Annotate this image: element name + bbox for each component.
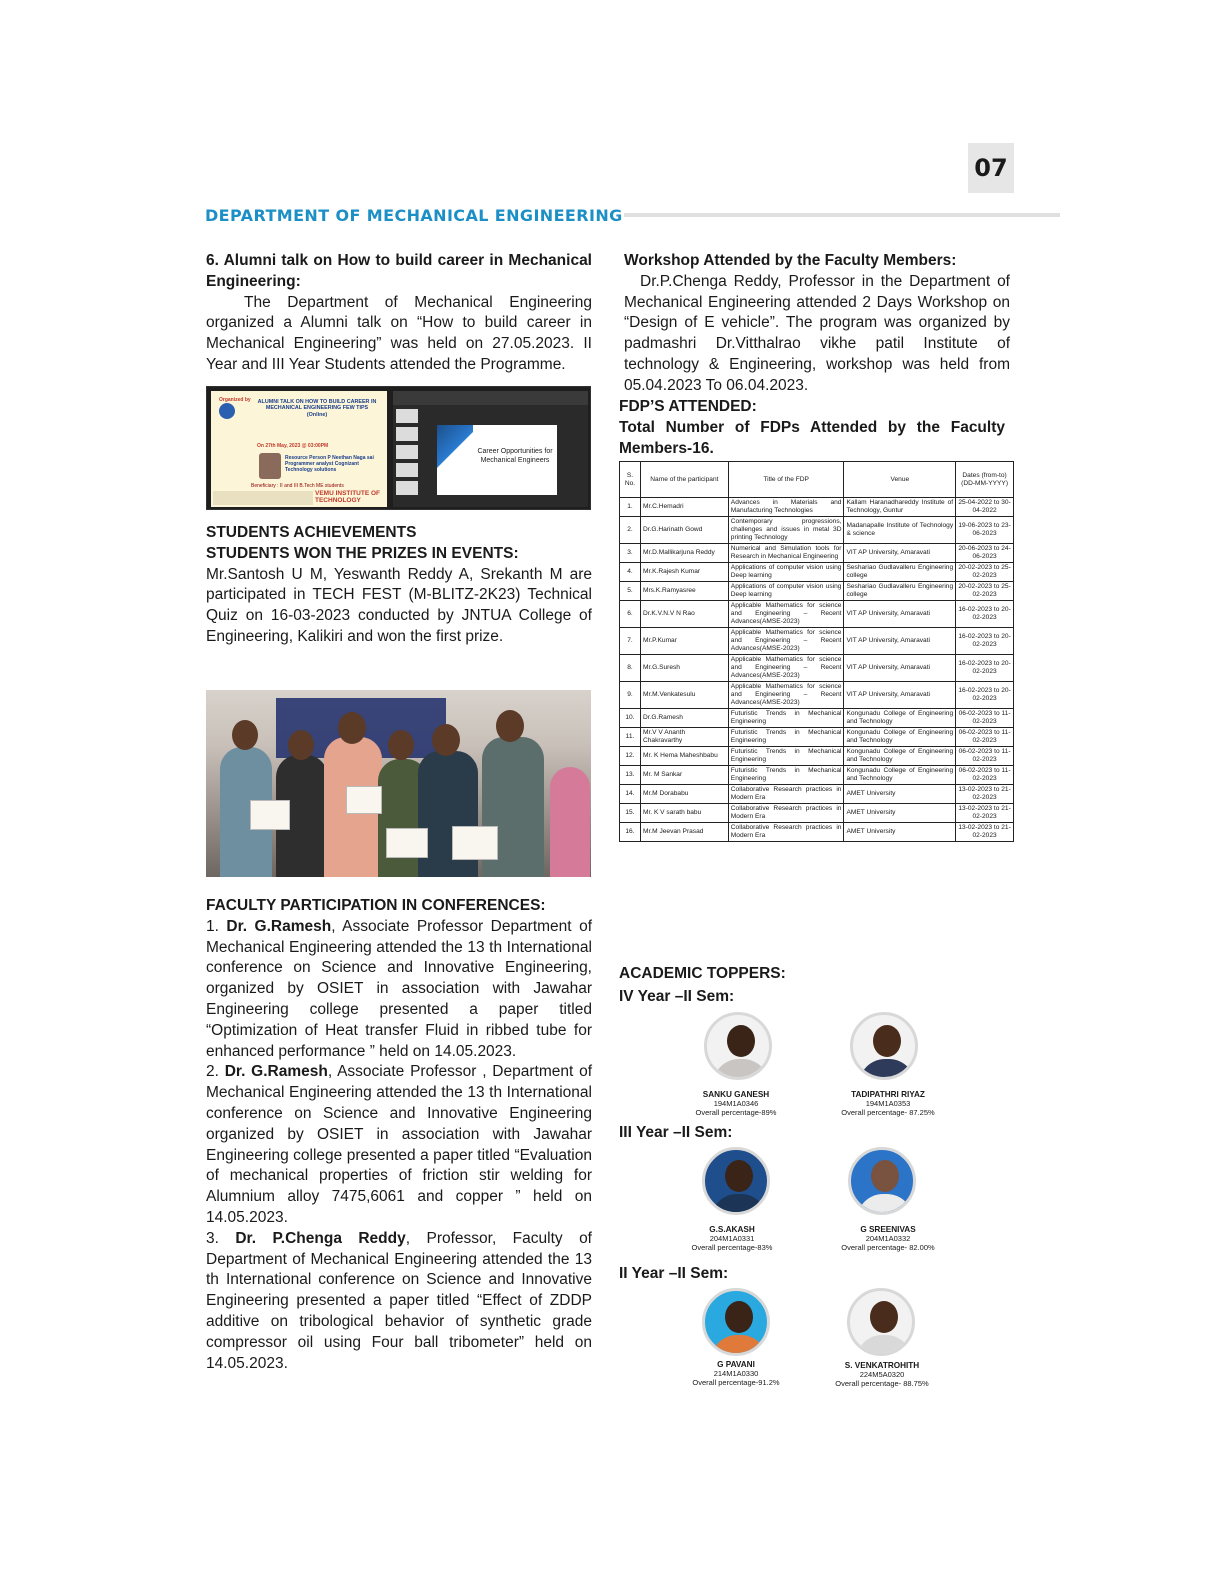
ppt-slide bbox=[437, 425, 557, 495]
cell-participant: Mr.M Jeevan Prasad bbox=[640, 823, 728, 842]
cell-dates: 13-02-2023 to 21-02-2023 bbox=[956, 823, 1014, 842]
achievements-body: Mr.Santosh U M, Yeswanth Reddy A, Srekanth M are participated in TECH FEST (M-BLITZ-2K23) Technical Quiz on 16-03-2023 conducted by JNTUA College of Engineering, Kalikiri and won the first prize. bbox=[206, 565, 592, 645]
cell-dates: 16-02-2023 to 20-02-2023 bbox=[956, 628, 1014, 655]
topper-card bbox=[808, 1225, 968, 1252]
cell-sno: 4. bbox=[620, 563, 641, 582]
student-name: G.S.AKASH bbox=[709, 1225, 755, 1234]
cell-sno: 13. bbox=[620, 766, 641, 785]
poster-title: ALUMNI TALK ON HOW TO BUILD CAREER IN MECHANICAL ENGINEERING FEW TIPS (Online) bbox=[257, 399, 377, 418]
prize-photo-image bbox=[206, 690, 591, 877]
student-name: S. VENKATROHITH bbox=[844, 1361, 920, 1370]
slide-graphic bbox=[437, 425, 473, 495]
table-header-row bbox=[620, 462, 1014, 498]
header-dates: Dates (from-to) (DD-MM-YYYY) bbox=[956, 462, 1014, 498]
header-title: Title of the FDP bbox=[728, 462, 844, 498]
cell-title: Numerical and Simulation tools for Research in Mechanical Engineering bbox=[728, 544, 844, 563]
workshop-section bbox=[624, 251, 1010, 397]
alumni-poster-image bbox=[206, 386, 591, 510]
cell-participant: Dr.G.Harinath Gowd bbox=[640, 517, 728, 544]
cell-venue: Kongunadu College of Engineering and Technology bbox=[844, 709, 956, 728]
poster-flyer bbox=[211, 391, 387, 507]
table-row bbox=[620, 628, 1014, 655]
cell-participant: Mr. K Hema Maheshbabu bbox=[640, 747, 728, 766]
cell-dates: 20-02-2023 to 25-02-2023 bbox=[956, 582, 1014, 601]
header-sno: S. No. bbox=[620, 462, 641, 498]
table-row bbox=[620, 601, 1014, 628]
table-row bbox=[620, 728, 1014, 747]
cell-participant: Mr. K V sarath babu bbox=[640, 804, 728, 823]
faculty-name: Dr. P.Chenga Reddy bbox=[235, 1229, 406, 1247]
cell-title: Contemporary progressions, challenges and issues in metal 3D printing Technology bbox=[728, 517, 844, 544]
cell-dates: 13-02-2023 to 21-02-2023 bbox=[956, 804, 1014, 823]
student-percentage: Overall percentage- 88.75% bbox=[835, 1379, 929, 1388]
cell-venue: Kongunadu College of Engineering and Technology bbox=[844, 728, 956, 747]
cell-dates: 19-06-2023 to 23-06-2023 bbox=[956, 517, 1014, 544]
student-name: TADIPATHRI RIYAZ bbox=[851, 1090, 925, 1099]
student-name: G SREENIVAS bbox=[860, 1225, 916, 1234]
cell-title: Applicable Mathematics for science and Engineering – Recent Advances(AMSE-2023) bbox=[728, 682, 844, 709]
conference-item bbox=[206, 917, 592, 1063]
cell-venue: VIT AP University, Amaravati bbox=[844, 655, 956, 682]
cell-venue: VIT AP University, Amaravati bbox=[844, 682, 956, 709]
cell-participant: Mrs.K.Ramyasree bbox=[640, 582, 728, 601]
cell-dates: 06-02-2023 to 11-02-2023 bbox=[956, 709, 1014, 728]
student-roll: 224M5A0320 bbox=[859, 1370, 905, 1379]
table-row bbox=[620, 709, 1014, 728]
item-number: 1. bbox=[206, 917, 227, 935]
conferences-section bbox=[206, 896, 592, 1374]
poster-screen-share bbox=[393, 391, 588, 507]
student-photo bbox=[848, 1147, 916, 1215]
slide-thumbnails bbox=[396, 409, 418, 499]
conferences-heading: FACULTY PARTICIPATION IN CONFERENCES: bbox=[206, 897, 546, 914]
cell-participant: Mr.K.Rajesh Kumar bbox=[640, 563, 728, 582]
certificate bbox=[250, 800, 290, 830]
cell-participant: Dr.G.Ramesh bbox=[640, 709, 728, 728]
topper-group-label: II Year –II Sem: bbox=[619, 1265, 729, 1282]
table-row bbox=[620, 655, 1014, 682]
cell-sno: 9. bbox=[620, 682, 641, 709]
header-rule bbox=[624, 213, 1060, 217]
topper-card bbox=[808, 1090, 968, 1117]
cell-title: Futuristic Trends in Mechanical Engineering bbox=[728, 766, 844, 785]
table-row bbox=[620, 517, 1014, 544]
cell-participant: Mr.C.Hemadri bbox=[640, 498, 728, 517]
header-venue: Venue bbox=[844, 462, 956, 498]
poster-resource: Resource Person P Neethan Naga sai Programmer analyst Cognizant Technology solutions bbox=[285, 455, 374, 473]
student-percentage: Overall percentage- 82.00% bbox=[841, 1243, 935, 1252]
cell-participant: Mr.P.Kumar bbox=[640, 628, 728, 655]
person-head bbox=[432, 724, 460, 756]
cell-venue: AMET University bbox=[844, 785, 956, 804]
cell-sno: 3. bbox=[620, 544, 641, 563]
alumni-section bbox=[206, 251, 592, 376]
college-seal-icon bbox=[219, 403, 235, 419]
vemu-logo: VEMU INSTITUTE OF TECHNOLOGY bbox=[315, 490, 380, 504]
cell-participant: Mr.D.Mallikarjuna Reddy bbox=[640, 544, 728, 563]
student-photo bbox=[702, 1288, 770, 1356]
student-roll: 194M1A0353 bbox=[865, 1099, 911, 1108]
ppt-toolbar bbox=[393, 391, 588, 405]
student-name: G PAVANI bbox=[717, 1360, 755, 1369]
student-percentage: Overall percentage-83% bbox=[691, 1243, 773, 1252]
person-head bbox=[288, 730, 314, 760]
cell-dates: 06-02-2023 to 11-02-2023 bbox=[956, 766, 1014, 785]
table-row bbox=[620, 582, 1014, 601]
cell-sno: 12. bbox=[620, 747, 641, 766]
cell-title: Futuristic Trends in Mechanical Engineering bbox=[728, 747, 844, 766]
faculty-name: Dr. G.Ramesh bbox=[224, 1063, 328, 1081]
cell-venue: AMET University bbox=[844, 804, 956, 823]
cell-title: Collaborative Research practices in Modern Era bbox=[728, 785, 844, 804]
fdp-table bbox=[619, 461, 1014, 842]
student-roll: 194M1A0346 bbox=[713, 1099, 759, 1108]
table-row bbox=[620, 498, 1014, 517]
cell-venue: Kongunadu College of Engineering and Technology bbox=[844, 747, 956, 766]
table-row bbox=[620, 544, 1014, 563]
cell-sno: 8. bbox=[620, 655, 641, 682]
toppers-heading-wrap bbox=[619, 964, 1005, 985]
certificate bbox=[346, 786, 382, 814]
cell-dates: 13-02-2023 to 21-02-2023 bbox=[956, 785, 1014, 804]
conference-text: , Associate Professor , Department of Mechanical Engineering attended the 13 th International conference on Science and Innovative Engineering organized by OSIET in association with Jawahar Engineering college presented a paper titled “Evaluation of mechanical properties of friction stir welding for Alumnium alloy 7475,6061 and copper ” held on 14.05.2023. bbox=[206, 1063, 592, 1226]
cell-sno: 5. bbox=[620, 582, 641, 601]
item-number: 3. bbox=[206, 1229, 236, 1247]
cell-title: Futuristic Trends in Mechanical Engineering bbox=[728, 728, 844, 747]
slide-text: Career Opportunities for Mechanical Engineers bbox=[477, 448, 553, 464]
cell-participant: Mr.M.Venkatesulu bbox=[640, 682, 728, 709]
topper-card bbox=[652, 1225, 812, 1252]
cell-title: Applicable Mathematics for science and Engineering – Recent Advances(AMSE-2023) bbox=[728, 655, 844, 682]
resource-person-photo bbox=[259, 453, 281, 479]
cell-dates: 25-04-2022 to 30-04-2022 bbox=[956, 498, 1014, 517]
student-percentage: Overall percentage- 87.25% bbox=[841, 1108, 935, 1117]
table-row bbox=[620, 747, 1014, 766]
student-photo bbox=[850, 1012, 918, 1080]
achievements-heading: STUDENTS ACHIEVEMENTS bbox=[206, 524, 417, 541]
table-row bbox=[620, 682, 1014, 709]
cell-dates: 20-02-2023 to 25-02-2023 bbox=[956, 563, 1014, 582]
cell-venue: VIT AP University, Amaravati bbox=[844, 544, 956, 563]
item-number: 2. bbox=[206, 1063, 225, 1081]
conference-item bbox=[206, 1062, 592, 1228]
student-percentage: Overall percentage-91.2% bbox=[692, 1378, 780, 1387]
cell-participant: Mr.V V Ananth Chakravarthy bbox=[640, 728, 728, 747]
topper-group-label: IV Year –II Sem: bbox=[619, 988, 735, 1005]
poster-footer-bar bbox=[213, 491, 313, 505]
student-photo bbox=[847, 1288, 915, 1356]
person-figure bbox=[550, 767, 590, 877]
student-photo bbox=[702, 1147, 770, 1215]
workshop-heading: Workshop Attended by the Faculty Members: bbox=[624, 252, 957, 269]
person-head bbox=[338, 712, 366, 744]
cell-participant: Mr. M Sankar bbox=[640, 766, 728, 785]
cell-sno: 15. bbox=[620, 804, 641, 823]
header-participant: Name of the participant bbox=[640, 462, 728, 498]
fdp-section bbox=[619, 397, 1005, 459]
table-row bbox=[620, 766, 1014, 785]
alumni-body: The Department of Mechanical Engineering organized a Alumni talk on “How to build career in Mechanical Engineering” was held on 27.05.2023. II Year and III Year Students attended the Programme. bbox=[206, 293, 592, 373]
conference-text: , Professor, Faculty of Department of Mechanical Engineering attended the 13 th International conference on Science and Innovative Engineering presented a paper titled “Effect of ZDDP additive on tribological behavior of synthetic grade compressor oil using Four ball tribometer” held on 14.05.2023. bbox=[206, 1229, 592, 1372]
department-title: DEPARTMENT OF MECHANICAL ENGINEERING bbox=[205, 206, 623, 225]
table-row bbox=[620, 785, 1014, 804]
toppers-heading: ACADEMIC TOPPERS: bbox=[619, 965, 786, 982]
cell-dates: 06-02-2023 to 11-02-2023 bbox=[956, 728, 1014, 747]
topper-card bbox=[656, 1360, 816, 1387]
achievements-section bbox=[206, 523, 592, 648]
cell-sno: 11. bbox=[620, 728, 641, 747]
student-name: SANKU GANESH bbox=[702, 1090, 770, 1099]
cell-sno: 10. bbox=[620, 709, 641, 728]
topper-card bbox=[656, 1090, 816, 1117]
cell-title: Applicable Mathematics for science and Engineering – Recent Advances(AMSE-2023) bbox=[728, 628, 844, 655]
fdp-heading: FDP’S ATTENDED: bbox=[619, 398, 757, 415]
cell-venue: AMET University bbox=[844, 823, 956, 842]
student-percentage: Overall percentage-89% bbox=[695, 1108, 777, 1117]
cell-title: Applicable Mathematics for science and Engineering – Recent Advances(AMSE-2023) bbox=[728, 601, 844, 628]
person-head bbox=[232, 720, 258, 750]
poster-date: On 27th May, 2023 @ 03:00PM bbox=[257, 443, 329, 449]
student-roll: 204M1A0331 bbox=[709, 1234, 755, 1243]
cell-sno: 16. bbox=[620, 823, 641, 842]
student-photo bbox=[704, 1012, 772, 1080]
cell-venue: Madanapalle Institute of Technology & science bbox=[844, 517, 956, 544]
cell-title: Applications of computer vision using Deep learning bbox=[728, 563, 844, 582]
conference-item bbox=[206, 1229, 592, 1375]
cell-participant: Mr.M Dorababu bbox=[640, 785, 728, 804]
table-row bbox=[620, 823, 1014, 842]
conference-text: , Associate Professor Department of Mechanical Engineering attended the 13 th International conference on Science and Innovative Engineering, organized by OSIET in association with Jawahar Engineering college presented a paper titled “Optimization of Heat transfer Fluid in ribbed tube for enhanced performance ” held on 14.05.2023. bbox=[206, 917, 593, 1060]
cell-sno: 6. bbox=[620, 601, 641, 628]
person-head bbox=[496, 710, 524, 742]
table-row bbox=[620, 804, 1014, 823]
workshop-body: Dr.P.Chenga Reddy, Professor in the Department of Mechanical Engineering attended 2 Days Workshop on “Design of E vehicle”. The program was organized by padmashri Dr.Vitthalrao vikhe patil Institute of technology & Engineering, workshop was held from 05.04.2023 To 06.04.2023. bbox=[624, 272, 1010, 394]
student-roll: 204M1A0332 bbox=[865, 1234, 911, 1243]
cell-dates: 20-06-2023 to 24-06-2023 bbox=[956, 544, 1014, 563]
cell-dates: 16-02-2023 to 20-02-2023 bbox=[956, 601, 1014, 628]
cell-sno: 7. bbox=[620, 628, 641, 655]
prizes-heading: STUDENTS WON THE PRIZES IN EVENTS: bbox=[206, 544, 519, 562]
alumni-heading: 6. Alumni talk on How to build career in Mechanical Engineering: bbox=[206, 252, 592, 290]
certificate bbox=[386, 828, 428, 858]
cell-venue: Seshariao Gudlavalleru Engineering college bbox=[844, 563, 956, 582]
cell-sno: 2. bbox=[620, 517, 641, 544]
cell-title: Advances in Materials and Manufacturing Technologies bbox=[728, 498, 844, 517]
cell-dates: 16-02-2023 to 20-02-2023 bbox=[956, 682, 1014, 709]
cell-participant: Dr.K.V.N.V N Rao bbox=[640, 601, 728, 628]
page-number: 07 bbox=[968, 143, 1014, 193]
topper-group-label: III Year –II Sem: bbox=[619, 1124, 733, 1141]
cell-venue: Seshariao Gudlavalleru Engineering college bbox=[844, 582, 956, 601]
certificate bbox=[452, 826, 498, 860]
cell-title: Collaborative Research practices in Modern Era bbox=[728, 823, 844, 842]
poster-beneficiary: Beneficiary : II and III B.Tech ME students bbox=[251, 483, 344, 489]
cell-sno: 14. bbox=[620, 785, 641, 804]
cell-dates: 16-02-2023 to 20-02-2023 bbox=[956, 655, 1014, 682]
cell-title: Collaborative Research practices in Modern Era bbox=[728, 804, 844, 823]
table-row bbox=[620, 563, 1014, 582]
cell-sno: 1. bbox=[620, 498, 641, 517]
poster-organized-by: Organized by bbox=[219, 397, 251, 403]
cell-participant: Mr.G.Suresh bbox=[640, 655, 728, 682]
fdp-total: Total Number of FDPs Attended by the Faculty Members-16. bbox=[619, 418, 1005, 457]
cell-venue: VIT AP University, Amaravati bbox=[844, 601, 956, 628]
student-roll: 214M1A0330 bbox=[713, 1369, 759, 1378]
cell-title: Futuristic Trends in Mechanical Engineering bbox=[728, 709, 844, 728]
cell-title: Applications of computer vision using Deep learning bbox=[728, 582, 844, 601]
cell-venue: Kallam Haranadhareddy Institute of Technology, Guntur bbox=[844, 498, 956, 517]
cell-venue: Kongunadu College of Engineering and Technology bbox=[844, 766, 956, 785]
faculty-name: Dr. G.Ramesh bbox=[226, 917, 332, 935]
cell-dates: 06-02-2023 to 11-02-2023 bbox=[956, 747, 1014, 766]
topper-card bbox=[802, 1361, 962, 1388]
person-head bbox=[388, 730, 414, 760]
cell-venue: VIT AP University, Amaravati bbox=[844, 628, 956, 655]
